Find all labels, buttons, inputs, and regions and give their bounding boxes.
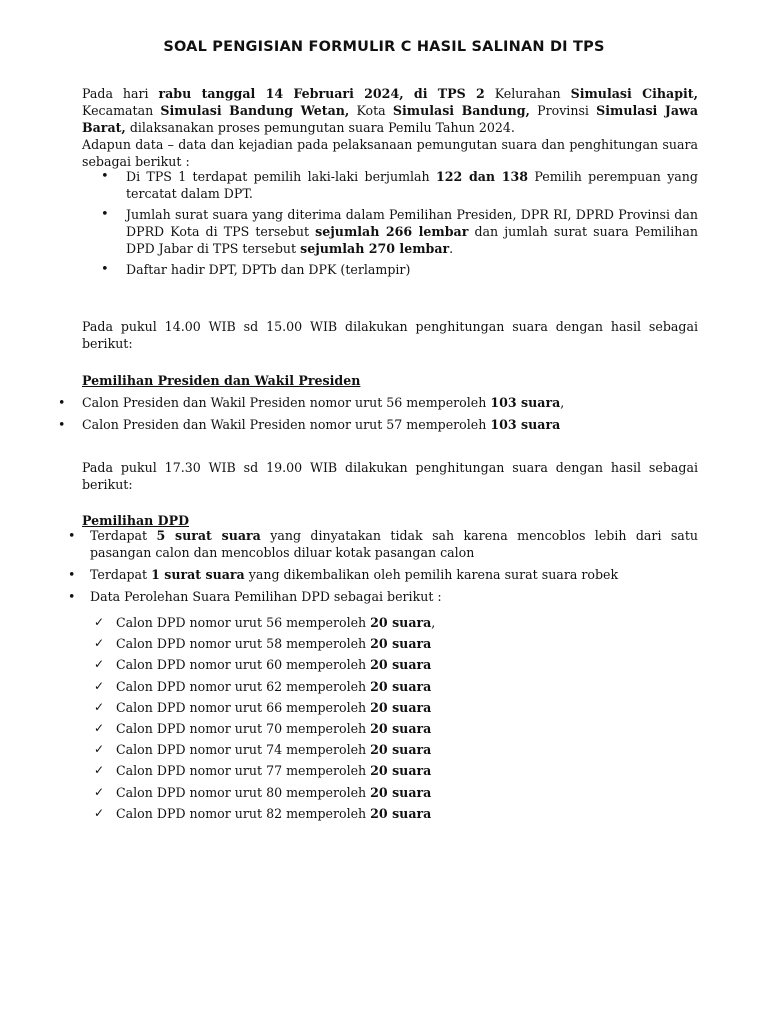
- intro-events-paragraph: Adapun data – data dan kejadian pada pelaksanaan pemungutan suara dan penghitungan suara sebagai berikut :: [82, 137, 698, 169]
- check-icon: ✓: [94, 805, 105, 820]
- presiden-results-list: [58, 394, 698, 438]
- section-heading: Pemilihan Presiden dan Wakil Presiden: [82, 373, 361, 388]
- list-item: ✓ Calon DPD nomor urut 60 memperoleh 20 suara: [94, 657, 432, 673]
- check-icon: ✓: [94, 678, 105, 693]
- list-item: • Calon Presiden dan Wakil Presiden nomor urut 57 memperoleh 103 suara: [58, 416, 698, 433]
- check-icon: ✓: [94, 763, 105, 778]
- list-item: ✓ Calon DPD nomor urut 70 memperoleh 20 suara: [94, 720, 432, 736]
- list-item: ✓ Calon DPD nomor urut 62 memperoleh 20 suara: [94, 678, 432, 694]
- check-icon: ✓: [94, 615, 105, 629]
- list-item: ✓ Calon DPD nomor urut 58 memperoleh 20 suara: [94, 636, 432, 652]
- dpd-notes-list: [66, 527, 698, 610]
- check-icon: ✓: [94, 720, 105, 735]
- count-time-paragraph: Pada pukul 17.30 WIB sd 19.00 WIB dilakukan penghitungan suara dengan hasil sebagai berikut:: [82, 460, 698, 492]
- list-item: • Daftar hadir DPT, DPTb dan DPK (terlampir): [82, 261, 698, 278]
- list-item: • Data Perolehan Suara Pemilihan DPD sebagai berikut :: [66, 588, 698, 605]
- count-time-paragraph: Pada pukul 14.00 WIB sd 15.00 WIB dilakukan penghitungan suara dengan hasil sebagai berikut:: [82, 319, 698, 351]
- list-item: • Di TPS 1 terdapat pemilih laki-laki berjumlah 122 dan 138 Pemilih perempuan yang tercatat dalam DPT.: [82, 168, 698, 202]
- dpd-candidate-list: [94, 614, 594, 826]
- check-icon: ✓: [94, 784, 105, 799]
- list-item: ✓ Calon DPD nomor urut 80 memperoleh 20 suara: [94, 784, 432, 800]
- section-heading: Pemilihan DPD: [82, 513, 189, 528]
- check-icon: ✓: [94, 657, 105, 672]
- check-icon: ✓: [94, 699, 105, 714]
- list-item: • Jumlah surat suara yang diterima dalam Pemilihan Presiden, DPR RI, DPRD Provinsi dan DPRD Kota di TPS tersebut sejumlah 266 lembar dan jumlah surat suara Pemilihan DPD Jabar di TPS tersebut sejumlah 270 lembar.: [82, 206, 698, 257]
- list-item: ✓ Calon DPD nomor urut 66 memperoleh 20 suara: [94, 699, 432, 715]
- document-title: SOAL PENGISIAN FORMULIR C HASIL SALINAN DI TPS: [163, 39, 605, 55]
- list-item: • Calon Presiden dan Wakil Presiden nomor urut 56 memperoleh 103 suara,: [58, 394, 698, 411]
- list-item: ✓ Calon DPD nomor urut 77 memperoleh 20 suara: [94, 763, 432, 779]
- check-icon: ✓: [94, 636, 105, 651]
- list-item: ✓ Calon DPD nomor urut 74 memperoleh 20 suara: [94, 742, 432, 758]
- intro-paragraph: Pada hari rabu tanggal 14 Februari 2024, di TPS 2 Kelurahan Simulasi Cihapit, Kecamatan Simulasi Bandung Wetan, Kota Simulasi Bandung, Provinsi Simulasi Jawa Barat, dilaksanakan proses pemungutan suara Pemilu Tahun 2024.: [82, 86, 699, 135]
- list-item: ✓ Calon DPD nomor urut 56 memperoleh 20 suara,: [94, 615, 436, 630]
- check-icon: ✓: [94, 742, 105, 757]
- list-item: ✓ Calon DPD nomor urut 82 memperoleh 20 suara: [94, 805, 432, 821]
- list-item: • Terdapat 1 surat suara yang dikembalikan oleh pemilih karena surat suara robek: [66, 566, 698, 583]
- facts-list: [82, 168, 698, 282]
- list-item: • Terdapat 5 surat suara yang dinyatakan tidak sah karena mencoblos lebih dari satu pasangan calon dan mencoblos diluar kotak pasangan calon: [66, 527, 698, 561]
